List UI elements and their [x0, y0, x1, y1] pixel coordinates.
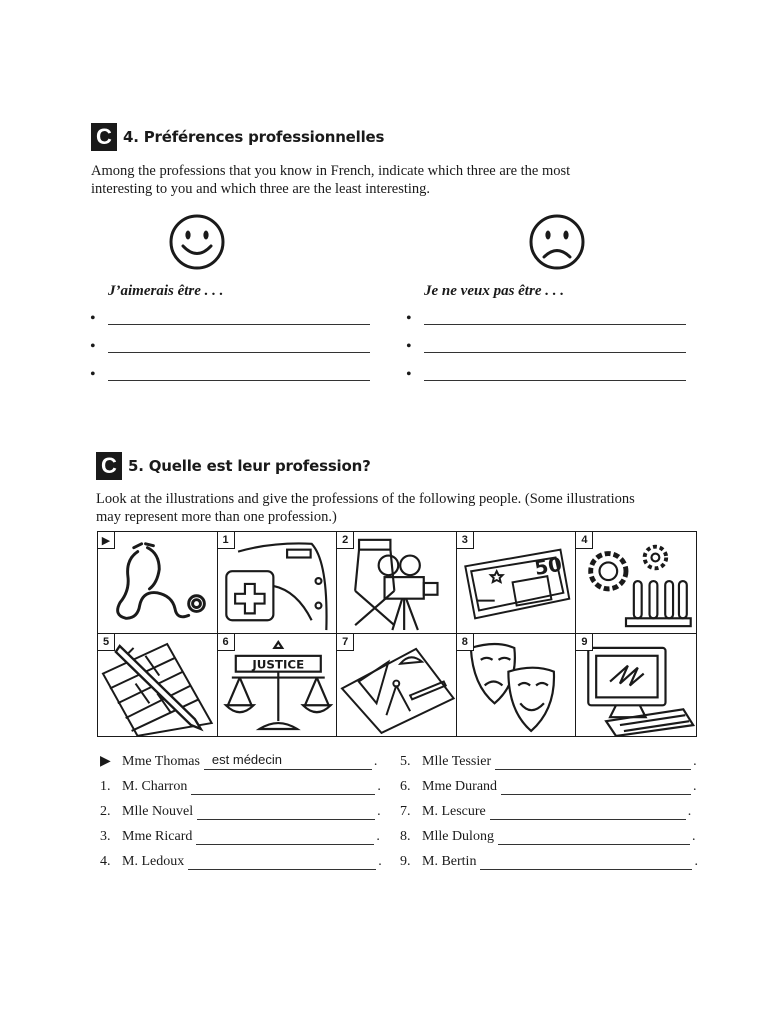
- profession-input[interactable]: [197, 803, 375, 820]
- answer-number: 5.: [400, 754, 411, 769]
- cell-number: 5: [98, 634, 115, 651]
- cell-number: ▶: [98, 532, 115, 549]
- section-title: 4. Préférences professionnelles: [123, 128, 385, 146]
- profession-input[interactable]: [495, 753, 691, 770]
- illustration-cell: [337, 532, 457, 634]
- answer-number: ▶: [100, 754, 111, 769]
- justice-label: JUSTICE: [251, 657, 304, 672]
- cell-number: 9: [576, 634, 593, 651]
- instruction-line: Look at the illustrations and give the professions of the following people. (Some illustrations: [96, 491, 635, 507]
- section-4-header: [91, 123, 384, 151]
- person-name: Mme Thomas: [122, 754, 200, 769]
- dislikes-entry[interactable]: [406, 338, 686, 353]
- person-name: M. Bertin: [422, 854, 477, 869]
- illustration-grid: [97, 531, 697, 737]
- illustration-cell: [218, 532, 338, 634]
- bullet: •: [90, 366, 96, 383]
- period: .: [377, 804, 381, 819]
- answer-row: [100, 852, 382, 870]
- frowning-face-icon: [528, 213, 586, 271]
- answer-number: 2.: [100, 804, 111, 819]
- answer-row: [400, 802, 691, 820]
- likes-entry[interactable]: [90, 366, 370, 381]
- answer-row: [400, 777, 697, 795]
- profession-input[interactable]: [196, 828, 374, 845]
- dislikes-input-line[interactable]: [424, 310, 686, 325]
- scales-of-justice-icon: [218, 634, 337, 736]
- period: .: [376, 829, 380, 844]
- theater-masks-icon: [457, 634, 576, 736]
- likes-entry[interactable]: [90, 310, 370, 325]
- period: .: [377, 779, 381, 794]
- answer-row: [400, 852, 698, 870]
- answer-row: [400, 752, 697, 770]
- person-name: M. Charron: [122, 779, 188, 794]
- profession-input[interactable]: [191, 778, 375, 795]
- computer-icon: [576, 634, 696, 736]
- likes-input-line[interactable]: [108, 338, 370, 353]
- drafting-tools-icon: [337, 634, 456, 736]
- illustration-cell: [98, 532, 218, 634]
- likes-input-line[interactable]: [108, 310, 370, 325]
- cell-number: 1: [218, 532, 235, 549]
- answer-row: [100, 827, 380, 845]
- instruction-line: may represent more than one profession.): [96, 509, 337, 525]
- dislikes-input-line[interactable]: [424, 366, 686, 381]
- period: .: [691, 829, 696, 844]
- section-5-header: [96, 452, 371, 480]
- person-name: Mlle Tessier: [422, 754, 492, 769]
- answer-number: 3.: [100, 829, 111, 844]
- period: .: [378, 854, 382, 869]
- answer-number: 9.: [400, 854, 411, 869]
- bullet: •: [406, 338, 412, 355]
- profession-input[interactable]: [490, 803, 686, 820]
- nurse-arm-icon: [218, 532, 337, 633]
- profession-input[interactable]: [204, 753, 372, 770]
- answer-row: [100, 777, 381, 795]
- illustration-cell: [457, 532, 577, 634]
- dislikes-input-line[interactable]: [424, 338, 686, 353]
- profession-input[interactable]: [498, 828, 690, 845]
- stethoscope-icon: [98, 532, 217, 633]
- profession-input[interactable]: [480, 853, 692, 870]
- cell-number: 7: [337, 634, 354, 651]
- illustration-cell: [98, 634, 218, 736]
- section-4-instructions: [91, 162, 691, 198]
- period: .: [693, 754, 697, 769]
- likes-input-line[interactable]: [108, 366, 370, 381]
- answer-row: [100, 752, 377, 770]
- section-badge: C: [91, 123, 117, 151]
- answer-number: 6.: [400, 779, 411, 794]
- cell-number: 6: [218, 634, 235, 651]
- pen-paper-icon: [98, 634, 217, 736]
- banknotes-icon: [457, 532, 576, 633]
- period: .: [693, 779, 697, 794]
- likes-entry[interactable]: [90, 338, 370, 353]
- section-5-instructions: [96, 490, 706, 526]
- banknote-value: 50: [532, 552, 564, 581]
- person-name: M. Lescure: [422, 804, 486, 819]
- period: .: [373, 754, 378, 769]
- cell-number: 3: [457, 532, 474, 549]
- bullet: •: [90, 310, 96, 327]
- period: .: [687, 804, 692, 819]
- section-title: 5. Quelle est leur profession?: [128, 457, 371, 475]
- dislikes-heading: Je ne veux pas être . . .: [424, 283, 564, 299]
- period: .: [694, 854, 698, 869]
- answer-number: 8.: [400, 829, 411, 844]
- illustration-cell: [576, 532, 696, 634]
- smiley-face-icon: [168, 213, 226, 271]
- person-name: M. Ledoux: [122, 854, 185, 869]
- person-name: Mme Durand: [422, 779, 498, 794]
- illustration-cell: [457, 634, 577, 736]
- illustration-cell: [218, 634, 338, 736]
- likes-heading: J’aimerais être . . .: [108, 283, 224, 299]
- dislikes-entry[interactable]: [406, 366, 686, 381]
- person-name: Mme Ricard: [122, 829, 193, 844]
- instruction-line: interesting to you and which three are the least interesting.: [91, 181, 431, 197]
- cell-number: 2: [337, 532, 354, 549]
- answer-number: 1.: [100, 779, 111, 794]
- illustration-cell: [576, 634, 696, 736]
- illustration-cell: [337, 634, 457, 736]
- answer-number: 4.: [100, 854, 111, 869]
- bullet: •: [406, 310, 412, 327]
- gears-test-tubes-icon: [576, 532, 696, 633]
- person-name: Mlle Dulong: [422, 829, 494, 844]
- film-camera-icon: [337, 532, 456, 633]
- dislikes-entry[interactable]: [406, 310, 686, 325]
- answer-row: [100, 802, 381, 820]
- cell-number: 8: [457, 634, 474, 651]
- profession-input[interactable]: [501, 778, 691, 795]
- cell-number: 4: [576, 532, 593, 549]
- answer-value: est médecin: [211, 752, 282, 767]
- answer-number: 7.: [400, 804, 411, 819]
- section-badge: C: [96, 452, 122, 480]
- bullet: •: [406, 366, 412, 383]
- profession-input[interactable]: [188, 853, 376, 870]
- bullet: •: [90, 338, 96, 355]
- instruction-line: Among the professions that you know in French, indicate which three are the most: [91, 163, 571, 179]
- answer-row: [400, 827, 695, 845]
- person-name: Mlle Nouvel: [122, 804, 194, 819]
